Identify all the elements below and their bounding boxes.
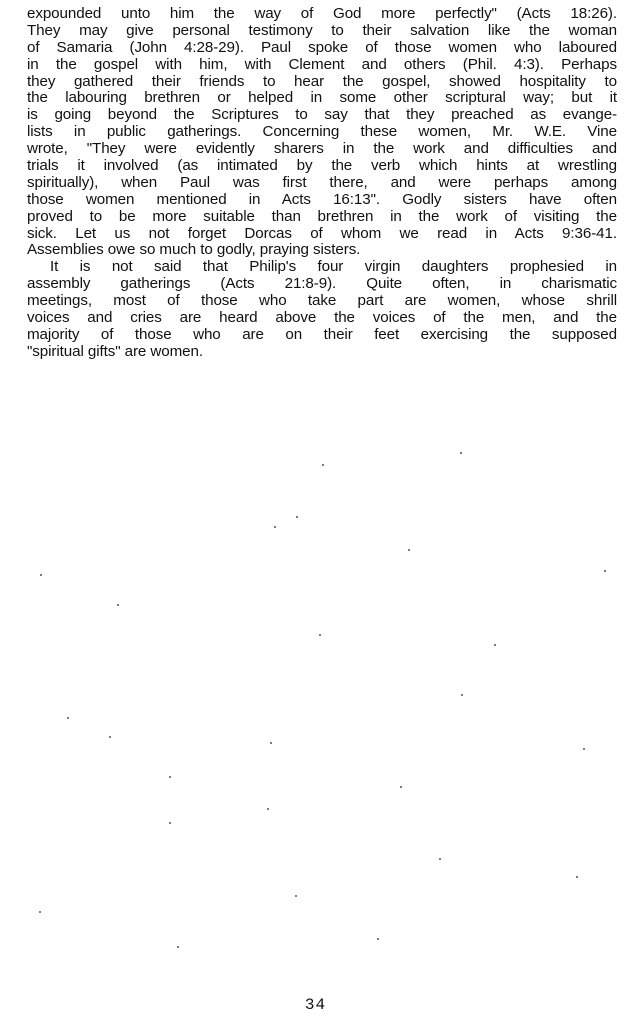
text-line: meetings, most of those who take part are women, whose shrill: [27, 292, 617, 310]
scan-speck: [40, 574, 42, 576]
scan-speck: [576, 876, 578, 878]
text-line: voices and cries are heard above the voices of the men, and the: [27, 309, 617, 327]
text-line: proved to be more suitable than brethren in the work of visiting the: [27, 207, 617, 225]
scan-speck: [400, 786, 402, 788]
text-line: "spiritual gifts" are women.: [27, 342, 203, 360]
scan-speck: [169, 776, 171, 778]
text-line: the labouring brethren or helped in some other scriptural way; but it: [27, 89, 617, 107]
text-line: wrote, "They were evidently sharers in the work and difficulties and: [27, 140, 617, 158]
paragraph-1: [27, 6, 617, 259]
text-line: in the gospel with him, with Clement and others (Phil. 4:3). Perhaps: [27, 55, 617, 73]
scan-speck: [39, 911, 41, 913]
text-line: majority of those who are on their feet exercising the supposed: [27, 325, 617, 343]
scan-speck: [169, 822, 171, 824]
text-line: trials it involved (as intimated by the verb which hints at wrestling: [27, 157, 617, 175]
text-line: of Samaria (John 4:28-29). Paul spoke of those women who laboured: [27, 38, 617, 56]
scan-speck: [319, 634, 321, 636]
scan-speck: [322, 464, 324, 466]
scan-speck: [274, 526, 276, 528]
text-line: assembly gatherings (Acts 21:8-9). Quite often, in charismatic: [27, 275, 617, 293]
text-line: sick. Let us not forget Dorcas of whom we read in Acts 9:36-41.: [27, 224, 617, 242]
scan-speck: [267, 808, 269, 810]
scan-speck: [408, 549, 410, 551]
scan-speck: [177, 946, 179, 948]
text-line: Assemblies owe so much to godly, praying sisters.: [27, 241, 361, 259]
text-line: those women mentioned in Acts 16:13". Godly sisters have often: [27, 190, 617, 208]
text-line: expounded unto him the way of God more perfectly" (Acts 18:26).: [27, 5, 617, 22]
scan-speck: [270, 742, 272, 744]
scan-speck: [583, 748, 585, 750]
scan-speck: [461, 694, 463, 696]
scan-speck: [460, 452, 462, 454]
scan-speck: [295, 895, 297, 897]
text-line: they gathered their friends to hear the gospel, showed hospitality to: [27, 72, 617, 90]
text-line: They may give personal testimony to their salvation like the woman: [27, 21, 617, 39]
scan-speck: [377, 938, 379, 940]
scan-speck: [494, 644, 496, 646]
text-line: lists in public gatherings. Concerning these women, Mr. W.E. Vine: [27, 123, 617, 141]
body-text: [27, 6, 617, 361]
scan-speck: [117, 604, 119, 606]
text-line: spiritually), when Paul was first there, and were perhaps among: [27, 173, 617, 191]
scan-speck: [109, 736, 111, 738]
scan-speck: [439, 858, 441, 860]
scan-speck: [67, 717, 69, 719]
paragraph-2: [27, 259, 617, 360]
text-line: It is not said that Philip's four virgin daughters prophesied in: [50, 258, 617, 276]
text-line: is going beyond the Scriptures to say that they preached as evange-: [27, 106, 617, 124]
scan-speck: [604, 570, 606, 572]
scan-speck: [296, 516, 298, 518]
page-number: 34: [304, 996, 327, 1014]
